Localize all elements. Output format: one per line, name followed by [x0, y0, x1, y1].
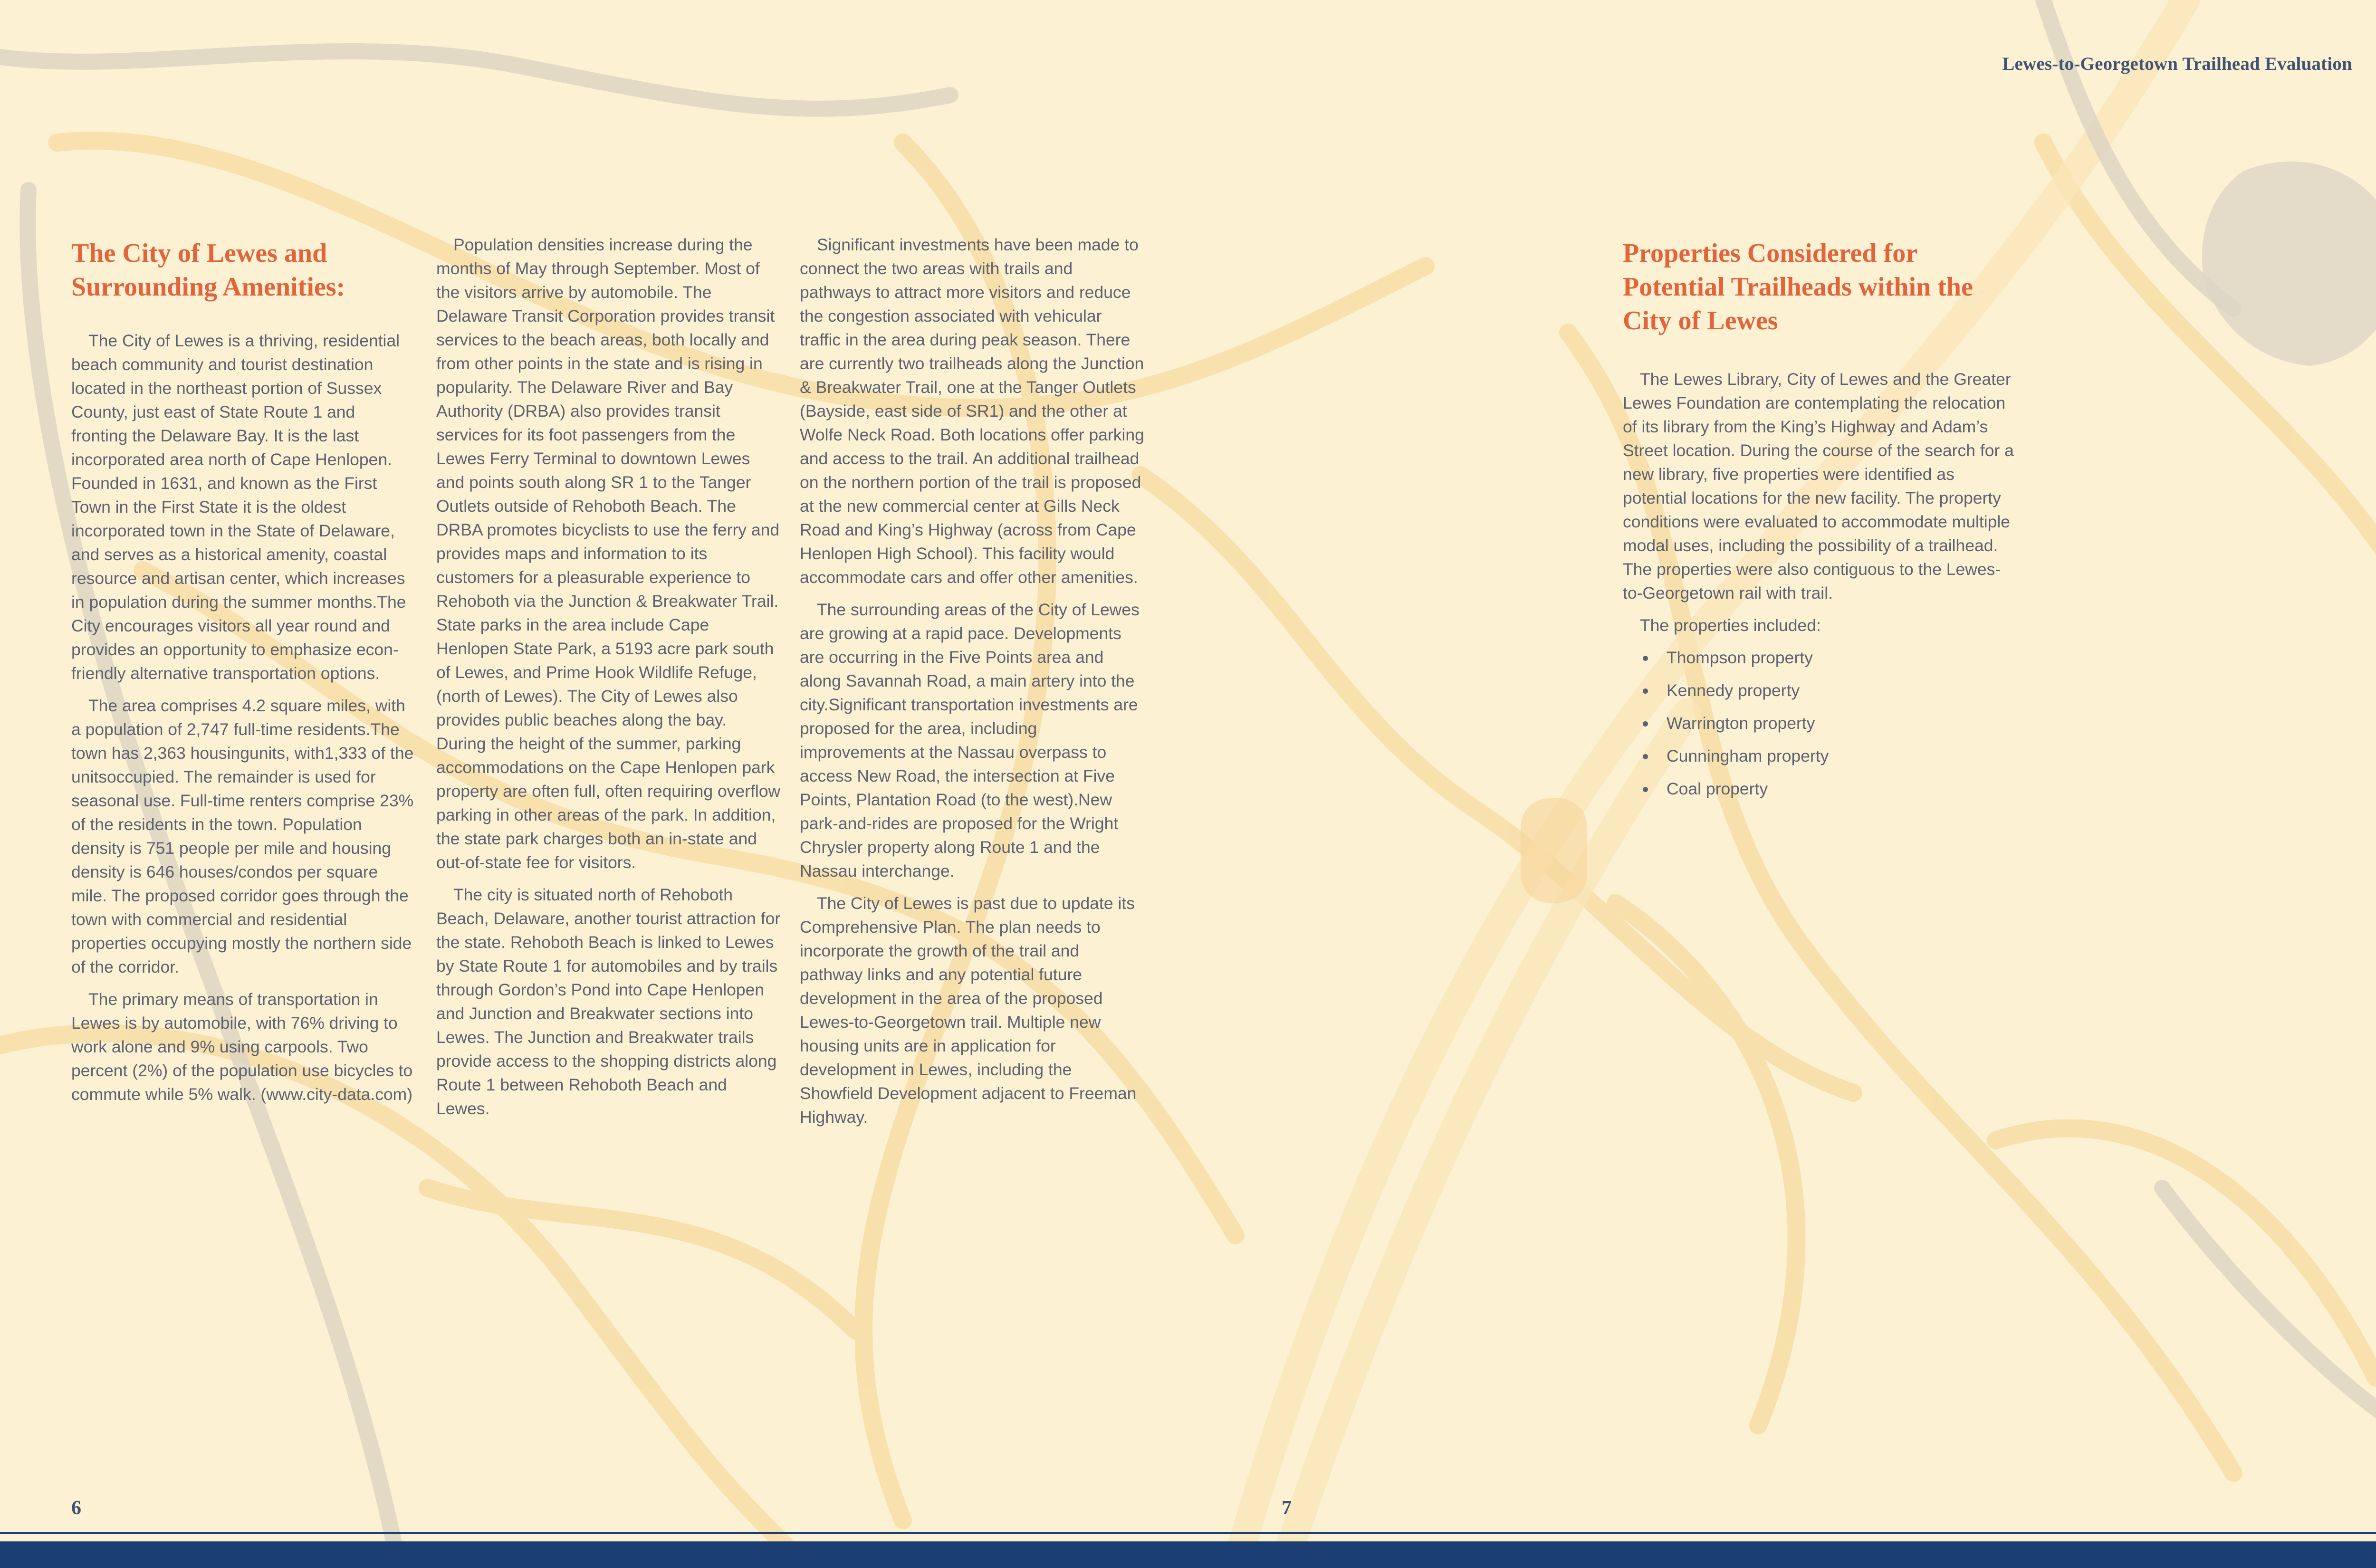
left-page-heading: The City of Lewes and Surrounding Amenities: [71, 239, 345, 302]
body-paragraph: Significant investments have been made to connect the two areas with trails and pathways to attract more visitors and reduce the congestion associated with vehicular traffic in the area during peak season. There are currently two trailheads along the Junction & Breakwater Trail, one at the Tanger Outlets (Bayside, east side of SR1) and the other at Wolfe Neck Road. Both locations offer parking and access to the trail. An additional trailhead on the northern portion of the trail is proposed at the new commercial center at Gills Neck Road and King’s Highway (across from Cape Henlopen High School). This facility would accommodate cars and offer other amenities. [800, 235, 1144, 587]
body-paragraph: The area comprises 4.2 square miles, with a population of 2,747 full-time residents.The town has 2,363 housingunits, with1,333 of the unitsoccupied. The remainder is used for seasonal use. Full-time renters comprise 23% of the residents in the town. Population density is 751 people per mile and housing density is 646 houses/condos per square mile. The proposed corridor goes through the town with commercial and residential properties occupying mostly the northern side of the corridor. [71, 696, 414, 976]
bullet-icon [1643, 754, 1648, 759]
body-paragraph: The city is situated north of Rehoboth Beach, Delaware, another tourist attraction for the state. Rehoboth Beach is linked to Lewes by State Route 1 for automobiles and by trails through Gordon’s Pond into Cape Henlopen and Junction and Breakwater sections into Lewes. The Junction and Breakwater trails provide access to the shopping districts along Route 1 between Rehoboth Beach and Lewes. [436, 885, 781, 1118]
bullet-icon [1643, 787, 1648, 792]
body-paragraph: The primary means of transportation in Lewes is by automobile, with 76% driving to work alone and 9% using carpools. Two percent (2%) of the population use bicycles to commute while 5% walk. (www.city-data.com) [71, 990, 413, 1104]
left-page-column-2 [436, 233, 781, 1129]
page-number-left: 6 [71, 1497, 81, 1519]
footer-rule [0, 1532, 2376, 1534]
property-name: Warrington property [1667, 714, 1815, 733]
intro-paragraph: The Lewes Library, City of Lewes and the Greater Lewes Foundation are contemplating the relocation of its library from the King’s Highway and Adam’s Street location. During the course of the search for a new library, five properties were identified as potential locations for the new facility. The property conditions were evaluated to accommodate multiple modal uses, including the possibility of a trailhead. The properties were also contiguous to the Lewes-to-Georgetown rail with trail. [1623, 370, 2014, 602]
list-item [1623, 744, 2017, 768]
property-name: Kennedy property [1667, 681, 1800, 700]
right-page-heading: Properties Considered for Potential Trailheads within the City of Lewes [1623, 239, 1973, 335]
property-name: Coal property [1667, 779, 1768, 798]
body-paragraph: Population densities increase during the months of May through September. Most of the visitors arrive by automobile. The Delaware Transit Corporation provides transit services to the beach areas, both locally and from other points in the state and is rising in popularity. The Delaware River and Bay Authority (DRBA) also provides transit services for its foot passengers from the Lewes Ferry Terminal to downtown Lewes and points south along SR 1 to the Tanger Outlets outside of Rehoboth Beach. The DRBA promotes bicyclists to use the ferry and provides maps and information to its customers for a pleasurable experience to Rehoboth via the Junction & Breakwater Trail. State parks in the area include Cape Henlopen State Park, a 5193 acre park south of Lewes, and Prime Hook Wildlife Refuge, (north of Lewes). The City of Lewes also provides public beaches along the bay. During the height of the summer, parking accommodations on the Cape Henlopen park property are often full, often requiring overflow parking in other areas of the park. In addition, the state park charges both an in-state and out-of-state fee for visitors. [436, 235, 781, 872]
right-page-column [1623, 237, 2017, 810]
running-header-title: Lewes-to-Georgetown Trailhead Evaluation [2002, 54, 2352, 74]
bullet-icon [1643, 656, 1648, 661]
property-name: Cunningham property [1667, 746, 1829, 765]
bullet-icon [1643, 721, 1648, 727]
left-page-column-3 [800, 233, 1147, 1138]
left-page-column-1 [71, 237, 416, 1115]
footer-band [0, 1541, 2376, 1568]
list-item [1623, 646, 2017, 669]
bullet-icon [1643, 688, 1648, 694]
properties-list-label: The properties included: [1640, 616, 1821, 635]
property-name: Thompson property [1667, 648, 1813, 667]
page-number-right: 7 [1282, 1497, 1292, 1519]
body-paragraph: The City of Lewes is past due to update its Comprehensive Plan. The plan needs to incorporate the growth of the trail and pathway links and any potential future development in the area of the proposed Lewes-to-Georgetown trail. Multiple new housing units are in application for development in Lewes, including the Showfield Development adjacent to Freeman Highway. [800, 894, 1137, 1127]
list-item [1623, 679, 2017, 702]
list-item [1623, 711, 2017, 735]
body-paragraph: The surrounding areas of the City of Lewes are growing at a rapid pace. Developments are occurring in the Five Points area and along Savannah Road, a main artery into the city.Significant transportation investments are proposed for the area, including improvements at the Nassau overpass to access New Road, the intersection at Five Points, Plantation Road (to the west).New park-and-rides are proposed for the Wright Chrysler property along Route 1 and the Nassau interchange. [800, 600, 1140, 880]
body-paragraph: The City of Lewes is a thriving, residential beach community and tourist destination located in the northeast portion of Sussex County, just east of State Route 1 and fronting the Delaware Bay. It is the last incorporated area north of Cape Henlopen. Founded in 1631, and known as the First Town in the First State it is the oldest incorporated town in the State of Delaware, and serves as a historical amenity, coastal resource and artisan center, which increases in population during the summer months.The City encourages visitors all year round and provides an opportunity to emphasize econ-friendly alternative transportation options. [71, 331, 406, 683]
list-item [1623, 777, 2017, 801]
properties-list [1623, 646, 2017, 801]
